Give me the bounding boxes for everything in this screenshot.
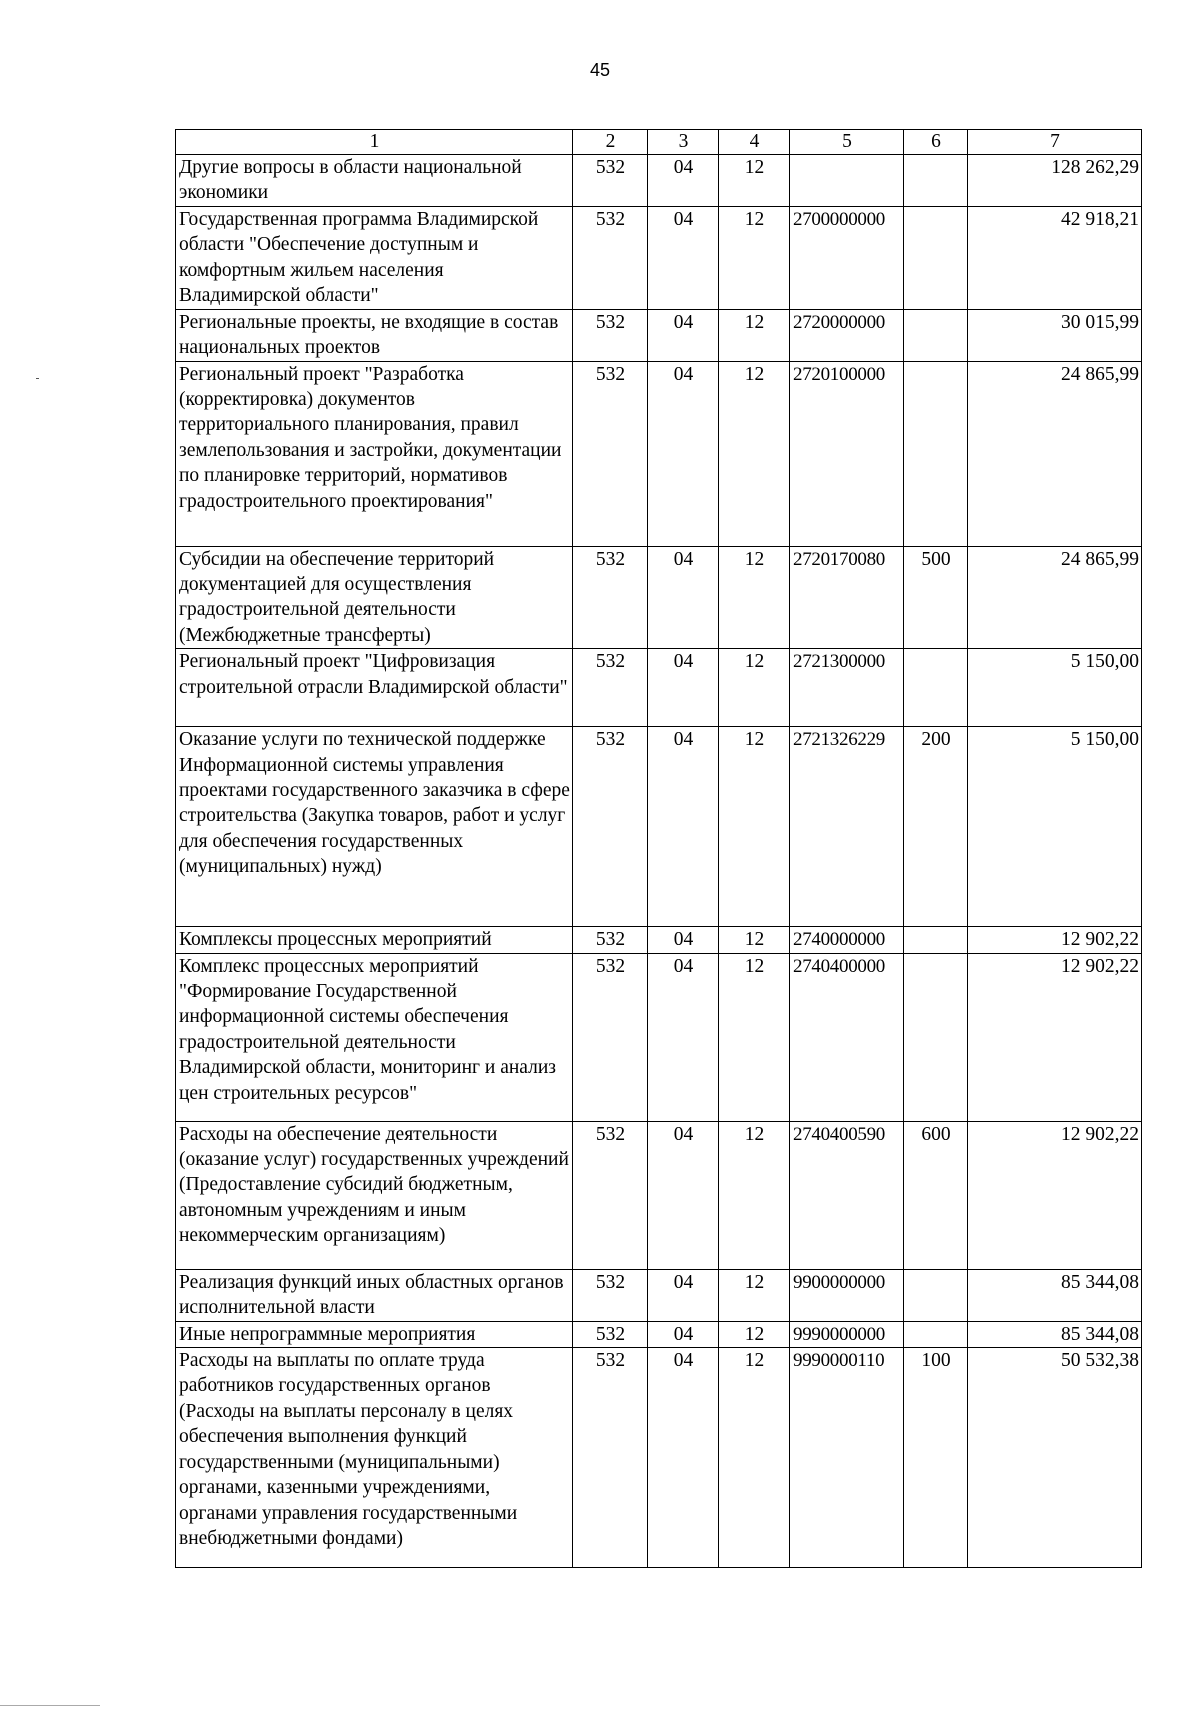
row-subsection-code-cell: 12 — [719, 927, 790, 953]
row-section-code-cell: 04 — [648, 953, 719, 1121]
column-number-5: 5 — [790, 130, 904, 155]
row-expense-type-cell — [904, 207, 968, 310]
row-section-code-cell: 04 — [648, 309, 719, 361]
row-name-cell: Региональные проекты, не входящие в состав национальных проектов — [176, 309, 573, 361]
page-number: 45 — [589, 60, 611, 80]
row-amount-cell: 12 902,22 — [968, 1121, 1142, 1269]
row-subsection-code-cell: 12 — [719, 207, 790, 310]
row-expense-type-cell: 100 — [904, 1348, 968, 1568]
column-number-6: 6 — [904, 130, 968, 155]
row-target-article-cell: 2721300000 — [790, 649, 904, 727]
row-subsection-code-cell: 12 — [719, 155, 790, 207]
budget-table — [175, 129, 1142, 1568]
row-section-code-cell: 04 — [648, 649, 719, 727]
table-row — [176, 953, 1142, 1121]
row-subsection-code-cell: 12 — [719, 361, 790, 546]
footer-mark — [0, 1705, 100, 1712]
table-row — [176, 309, 1142, 361]
row-expense-type-cell — [904, 1321, 968, 1347]
row-subsection-code-cell: 12 — [719, 546, 790, 649]
row-name-cell: Комплекс процессных мероприятий "Формирование Государственной информационной системы обеспечения градостроительной деятельности Владимирской области, мониторинг и анализ цен строительных ресурсов" — [176, 953, 573, 1121]
column-number-4: 4 — [719, 130, 790, 155]
row-name-cell: Государственная программа Владимирской области "Обеспечение доступным и комфортным жильем населения Владимирской области" — [176, 207, 573, 310]
column-number-7: 7 — [968, 130, 1142, 155]
row-admin-code-cell: 532 — [573, 727, 648, 927]
row-name-cell: Региональный проект "Разработка (корректировка) документов территориального планирования, правил землепользования и застройки, документации по планировке территорий, нормативов градостроительного проектирования" — [176, 361, 573, 546]
budget-table-body — [176, 130, 1142, 1568]
column-number-3: 3 — [648, 130, 719, 155]
table-row — [176, 546, 1142, 649]
row-expense-type-cell — [904, 1269, 968, 1321]
row-name-cell: Другие вопросы в области национальной экономики — [176, 155, 573, 207]
row-admin-code-cell: 532 — [573, 1321, 648, 1347]
table-row — [176, 1269, 1142, 1321]
budget-table-wrapper — [175, 129, 1142, 1568]
table-row — [176, 1321, 1142, 1347]
row-amount-cell: 5 150,00 — [968, 727, 1142, 927]
table-row — [176, 1121, 1142, 1269]
row-admin-code-cell: 532 — [573, 207, 648, 310]
row-section-code-cell: 04 — [648, 1269, 719, 1321]
table-row — [176, 1348, 1142, 1568]
margin-mark — [36, 378, 39, 379]
row-target-article-cell: 2700000000 — [790, 207, 904, 310]
column-number-2: 2 — [573, 130, 648, 155]
row-section-code-cell: 04 — [648, 1121, 719, 1269]
row-expense-type-cell — [904, 309, 968, 361]
row-subsection-code-cell: 12 — [719, 1321, 790, 1347]
row-subsection-code-cell: 12 — [719, 1121, 790, 1269]
row-amount-cell: 30 015,99 — [968, 309, 1142, 361]
row-target-article-cell — [790, 155, 904, 207]
row-expense-type-cell — [904, 953, 968, 1121]
row-target-article-cell: 9990000110 — [790, 1348, 904, 1568]
table-row — [176, 155, 1142, 207]
row-target-article-cell: 9990000000 — [790, 1321, 904, 1347]
row-name-cell: Иные непрограммные мероприятия — [176, 1321, 573, 1347]
row-expense-type-cell — [904, 649, 968, 727]
row-section-code-cell: 04 — [648, 546, 719, 649]
table-row — [176, 207, 1142, 310]
row-subsection-code-cell: 12 — [719, 1348, 790, 1568]
row-target-article-cell: 2720000000 — [790, 309, 904, 361]
row-amount-cell: 5 150,00 — [968, 649, 1142, 727]
row-section-code-cell: 04 — [648, 155, 719, 207]
row-name-cell: Расходы на обеспечение деятельности (оказание услуг) государственных учреждений (Предоставление субсидий бюджетным, автономным учреждениям и иным некоммерческим организациям) — [176, 1121, 573, 1269]
row-name-cell: Оказание услуги по технической поддержке Информационной системы управления проектами государственного заказчика в сфере строительства (Закупка товаров, работ и услуг для обеспечения государственных (муниципальных) нужд) — [176, 727, 573, 927]
column-number-1: 1 — [176, 130, 573, 155]
table-row — [176, 927, 1142, 953]
row-target-article-cell: 9900000000 — [790, 1269, 904, 1321]
row-name-cell: Расходы на выплаты по оплате труда работников государственных органов (Расходы на выплаты персоналу в целях обеспечения выполнения функций государственными (муниципальными) органами, казенными учреждениями, органами управления государственными внебюджетными фондами) — [176, 1348, 573, 1568]
row-admin-code-cell: 532 — [573, 1269, 648, 1321]
row-target-article-cell: 2720170080 — [790, 546, 904, 649]
row-target-article-cell: 2720100000 — [790, 361, 904, 546]
row-expense-type-cell — [904, 361, 968, 546]
row-subsection-code-cell: 12 — [719, 953, 790, 1121]
row-subsection-code-cell: 12 — [719, 1269, 790, 1321]
row-expense-type-cell — [904, 155, 968, 207]
row-name-cell: Реализация функций иных областных органов исполнительной власти — [176, 1269, 573, 1321]
row-amount-cell: 24 865,99 — [968, 361, 1142, 546]
row-section-code-cell: 04 — [648, 361, 719, 546]
table-row — [176, 649, 1142, 727]
row-amount-cell: 42 918,21 — [968, 207, 1142, 310]
row-subsection-code-cell: 12 — [719, 727, 790, 927]
row-section-code-cell: 04 — [648, 1321, 719, 1347]
row-amount-cell: 12 902,22 — [968, 927, 1142, 953]
row-admin-code-cell: 532 — [573, 953, 648, 1121]
row-amount-cell: 24 865,99 — [968, 546, 1142, 649]
row-target-article-cell: 2721326229 — [790, 727, 904, 927]
row-section-code-cell: 04 — [648, 927, 719, 953]
row-name-cell: Региональный проект "Цифровизация строительной отрасли Владимирской области" — [176, 649, 573, 727]
row-subsection-code-cell: 12 — [719, 649, 790, 727]
row-subsection-code-cell: 12 — [719, 309, 790, 361]
row-expense-type-cell: 500 — [904, 546, 968, 649]
row-target-article-cell: 2740400000 — [790, 953, 904, 1121]
row-section-code-cell: 04 — [648, 727, 719, 927]
row-admin-code-cell: 532 — [573, 546, 648, 649]
row-amount-cell: 12 902,22 — [968, 953, 1142, 1121]
row-section-code-cell: 04 — [648, 1348, 719, 1568]
table-row — [176, 727, 1142, 927]
column-number-row — [176, 130, 1142, 155]
row-admin-code-cell: 532 — [573, 309, 648, 361]
row-admin-code-cell: 532 — [573, 927, 648, 953]
row-admin-code-cell: 532 — [573, 1348, 648, 1568]
row-amount-cell: 85 344,08 — [968, 1269, 1142, 1321]
row-name-cell: Комплексы процессных мероприятий — [176, 927, 573, 953]
row-amount-cell: 85 344,08 — [968, 1321, 1142, 1347]
row-expense-type-cell — [904, 927, 968, 953]
row-admin-code-cell: 532 — [573, 649, 648, 727]
row-amount-cell: 50 532,38 — [968, 1348, 1142, 1568]
row-expense-type-cell: 200 — [904, 727, 968, 927]
row-amount-cell: 128 262,29 — [968, 155, 1142, 207]
row-section-code-cell: 04 — [648, 207, 719, 310]
row-target-article-cell: 2740000000 — [790, 927, 904, 953]
table-row — [176, 361, 1142, 546]
row-admin-code-cell: 532 — [573, 361, 648, 546]
row-admin-code-cell: 532 — [573, 1121, 648, 1269]
row-expense-type-cell: 600 — [904, 1121, 968, 1269]
row-admin-code-cell: 532 — [573, 155, 648, 207]
row-name-cell: Субсидии на обеспечение территорий документацией для осуществления градостроительной деятельности (Межбюджетные трансферты) — [176, 546, 573, 649]
row-target-article-cell: 2740400590 — [790, 1121, 904, 1269]
